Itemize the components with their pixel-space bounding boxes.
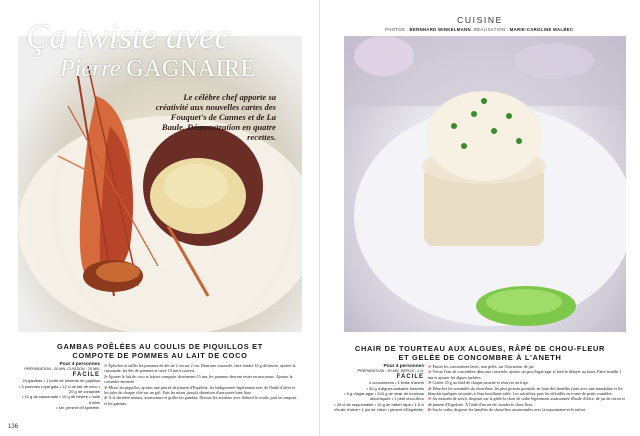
- ingredient-line: 24 gambas • 1 boîte de piments de piquillos: [22, 378, 100, 384]
- steps-gambas: [104, 363, 300, 406]
- ingredient-line: • 10 g de cassonade • 10 g de beurre • huile d'olive: [21, 394, 100, 405]
- ingredients-gambas: [16, 362, 100, 411]
- ingredients-tourteau: [332, 364, 424, 413]
- section-title: CUISINE: [457, 15, 503, 25]
- page-number: 136: [8, 424, 19, 430]
- step-paragraph: 3• Couler 45 g au fond de chaque assiette et réserver au frigo.: [428, 380, 529, 386]
- step-paragraph: 1• Passer les concombres lavés, non pelés, sur l'extracteur de jus.: [428, 364, 535, 369]
- steps-tourteau: [428, 364, 626, 413]
- step-marker: 2•: [104, 373, 108, 379]
- step-marker: 4•: [104, 395, 108, 401]
- ingredient-line: • 25 cl de mayonnaise • 10 g de raifort râpé • 1,5 cl d'huile d'olive • 1 jus de citron • piment d'Espelette.: [334, 401, 424, 413]
- step-paragraph: 4• Détacher les sommités du chou-fleur, les plus grosses possible, en faire des lamelles fines avec une mandoline et les blanchir quelques secondes à l'eau bouillante salée. Les rafraîchir, puis les effeuiller en forme de petits crumbles.: [428, 385, 623, 397]
- step-paragraph: 2• Verser l'eau de concombre dans une casserole, ajouter un peu d'agar-agar et bien la délayer au fouet. Faire bouillir 1 mn et ajouter les algues hachées.: [428, 369, 622, 380]
- chef-last-name: GAGNAIRE: [126, 56, 256, 82]
- serves-label: Pour 4 personnes: [383, 364, 424, 369]
- ingredient-line: 4 concombres • 1 botte d'aneth: [368, 380, 424, 386]
- crab-dish-photo: [344, 36, 626, 332]
- stylist-name: MARIE-CAROLINE MALBEC: [509, 27, 574, 32]
- intro-text: Le célèbre chef apporte sa créativité aux nouvelles cartes des Fouquet's de Cannes et de La Baule. Démonstration en quatre recettes.: [155, 92, 276, 142]
- step-marker: 4•: [428, 385, 432, 391]
- step-marker: 6•: [428, 407, 432, 413]
- step-paragraph: 5• Au moment de servir, disposer sur la gelée la chair de crabe légèrement assaisonnée d'huile d'olive, de jus de citron et de piment d'Espelette. À l'aide d'un cercle, mouler le chou-fleur.: [428, 396, 625, 407]
- step-paragraph: 1• Éplucher et tailler les pommes en dés de 2 cm sur 2 cm. Dans une casserole, faire fondre 10 g de beurre, ajouter la cassonade, les dés de pommes et cuire 10 mn à couvert.: [104, 363, 296, 374]
- step-marker: 1•: [428, 364, 432, 369]
- recipe-title-gambas: GAMBAS POÊLÉES AU COULIS DE PIQUILLOS ET COMPOTE DE POMMES AU LAIT DE COCO: [57, 342, 263, 360]
- recipe-title-tourteau: CHAIR DE TOURTEAU AUX ALGUES, RÂPÉ DE CHOU-FLEUR ET GELÉE DE CONCOMBRE À L'ANETH: [354, 344, 606, 362]
- ingredient-line: • 30 g d'algues wakamé fraîches: [366, 385, 424, 391]
- ingredient-line: • sel, piment d'Espelette.: [56, 405, 100, 411]
- times-label: PRÉPARATION : 20 MN. CUISSON : 20 MN.: [24, 367, 100, 372]
- step-paragraph: 2• Ajouter le lait de coco et laisser compoter doucement 15 mn, les pommes devront rester en morceaux. Ajouter la coriandre émincée.: [104, 373, 293, 385]
- chef-name: [60, 56, 256, 82]
- step-paragraph: 6• Sur le crabe, disposer les lamelles de chou-fleur assaisonnées avec la mayonnaise et le raifort.: [428, 407, 587, 413]
- step-paragraph: 3• Mixer les piquillos, ajouter une pincée de piment d'Espelette, les badigeonner légèrement avec de l'huile d'olive et les saler de chaque côté sur un gril. Puis les mixer jusqu'à obtention d'une purée bien lisse.: [104, 384, 296, 396]
- crab-illustration: [344, 36, 626, 332]
- step-marker: 1•: [104, 363, 108, 368]
- photographer-name: BERNHARD WINKELMANN: [409, 27, 471, 32]
- difficulty-label: FACILE: [396, 373, 424, 380]
- photo-credits: PHOTOS : BERNHARD WINKELMANN. RÉALISATION : MARIE-CAROLINE MALBEC.: [385, 27, 575, 32]
- step-marker: 3•: [428, 380, 432, 386]
- step-paragraph: 4• À la dernière minute, assaisonner et griller les gambas. Dresser les assiettes avec d'abord le coulis, puis la compote et les gambas.: [104, 395, 297, 406]
- article-title-script: Ça twiste avec: [26, 17, 231, 56]
- times-label: PRÉPARATION : 30 MN. REPOS : 1 H.: [357, 369, 424, 374]
- ingredient-line: • 3 pommes royal gala • 12 cl de lait de coco • 20 g de coriandre: [18, 383, 100, 395]
- serves-label: Pour 4 personnes: [59, 362, 100, 367]
- step-marker: 5•: [428, 396, 432, 402]
- step-marker: 2•: [428, 369, 432, 375]
- ingredient-line: • 5 g d'agar-agar • 200 g de chair de tourteau décortiquée • 1 petit chou-fleur: [344, 391, 424, 402]
- chef-first-name: Pierre: [60, 56, 121, 82]
- difficulty-label: FACILE: [72, 371, 100, 378]
- step-marker: 3•: [104, 384, 108, 390]
